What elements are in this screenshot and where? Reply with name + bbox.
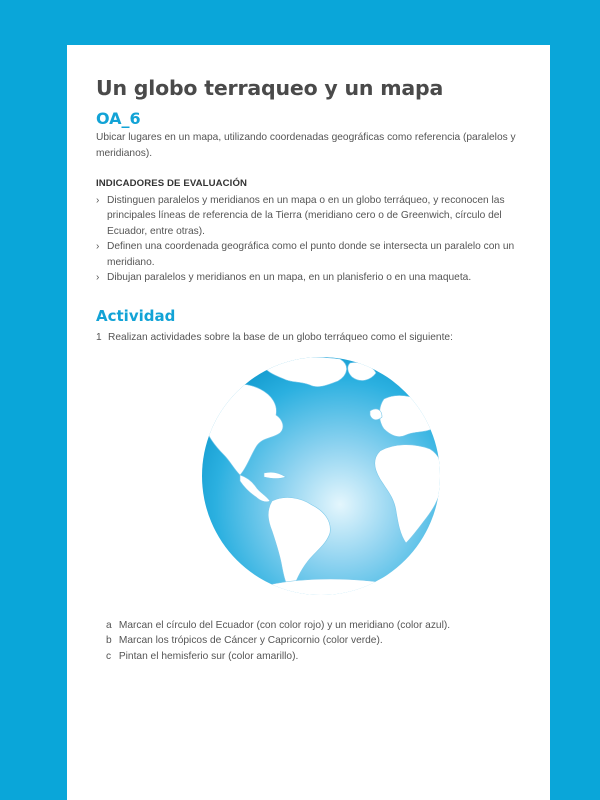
page-title: Un globo terraqueo y un mapa (96, 76, 444, 100)
page-sheet (67, 45, 550, 800)
indicators-list (96, 193, 536, 285)
indicator-item (96, 193, 536, 239)
indicators-heading: INDICADORES DE EVALUACIÓN (96, 178, 248, 189)
indicator-text: Distinguen paralelos y meridianos en un mapa o en un globo terráqueo, y reconocen las principales líneas de referencia de la Tierra (meridiano cero o de Greenwich, círculo del Ecuador, entre otras). (107, 195, 505, 237)
subtask-text: Marcan el círculo del Ecuador (con color rojo) y un meridiano (color azul). (118, 620, 451, 631)
chevron-right-icon: › (96, 195, 100, 206)
subtask-item (106, 633, 536, 648)
chevron-right-icon: › (96, 272, 100, 284)
subtask-letter: c (106, 650, 112, 662)
globe-illustration-icon (200, 355, 442, 597)
subtask-item (106, 618, 536, 633)
indicator-item (96, 239, 536, 270)
subtask-letter: a (106, 620, 112, 631)
activity-heading: Actividad (96, 307, 176, 325)
task-text: Realizan actividades sobre la base de un globo terráqueo como el siguiente: (108, 332, 453, 343)
activity-task (96, 330, 536, 345)
objective-text: Ubicar lugares en un mapa, utilizando coordenadas geográficas como referencia (paralelos y meridianos). (96, 132, 516, 159)
indicator-text: Dibujan paralelos y meridianos en un mapa, en un planisferio o en una maqueta. (107, 272, 472, 284)
indicator-item (96, 270, 536, 285)
subtask-text: Marcan los trópicos de Cáncer y Capricornio (color verde). (118, 635, 383, 647)
subtask-item (106, 649, 536, 664)
subtask-text: Pintan el hemisferio sur (color amarillo). (118, 650, 299, 662)
chevron-right-icon: › (96, 241, 100, 253)
subtask-list (106, 618, 536, 664)
landmass-europe (380, 396, 434, 437)
landmass-british-isles (370, 409, 382, 420)
subtask-letter: b (106, 635, 112, 647)
objective-code: OA_6 (96, 109, 141, 128)
indicator-text: Definen una coordenada geográfica como el punto donde se intersecta un paralelo con un meridiano. (107, 241, 515, 268)
task-number: 1 (96, 332, 102, 343)
